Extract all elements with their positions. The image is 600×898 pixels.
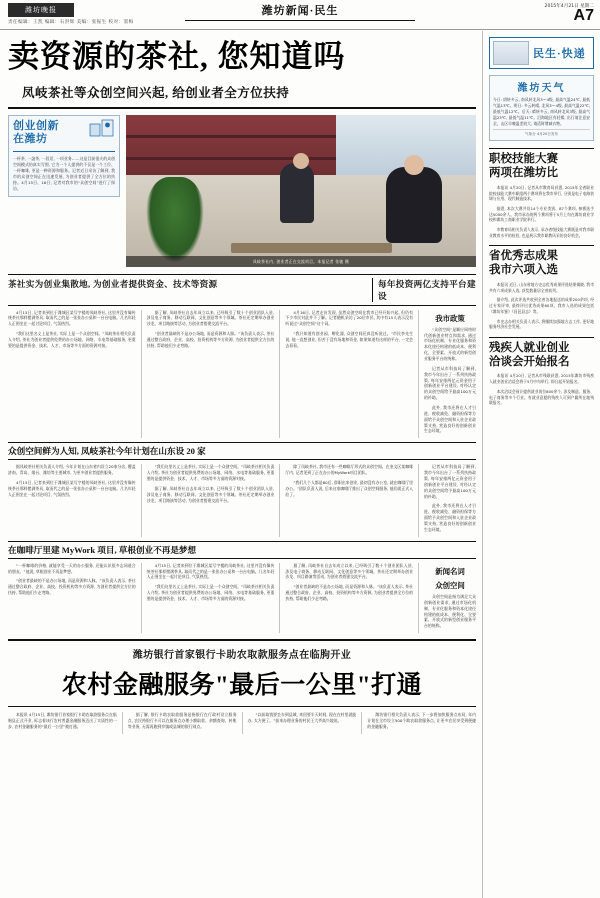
title-line-1: 职校技能大赛 xyxy=(489,153,558,166)
masthead-left xyxy=(8,3,133,25)
photo-table xyxy=(231,243,392,253)
right-rail xyxy=(482,31,600,898)
article-policy-box-2 xyxy=(424,464,476,536)
paragraph: 此外, 我市还将在人才引进、税收减免、融资担保等方面给予众创空间和入驻企业政策支持, 营造良好的创新创业生态环境。 xyxy=(424,404,477,434)
glossary-box xyxy=(424,563,476,633)
paragraph: 据介绍, 此次评选共收到全省各地报送的成果200余项, 经过专家评审, 最终评出优秀成果60项。我市入选的成果包括《潍坊年鉴》《昌邑县志》等。 xyxy=(489,297,594,314)
paragraph: 市史志办相关负责人表示, 将继续加强地方志工作, 更好地服务经济社会发展。 xyxy=(489,318,594,330)
bottom-col-2 xyxy=(128,712,237,734)
section-header xyxy=(185,2,415,21)
paragraph: 据悉, 本次大赛共设14个专业类别、87个赛项, 参赛选手达5000余人。我市承办的两个赛项将于5月上旬在潍坊商业学校和潍坊工商职业学院举行。 xyxy=(489,206,594,223)
paragraph: 本报讯 近日, 山东省地方史志优秀成果评选结果揭晓, 我市共有六项成果入选, 获奖数量居全省前列。 xyxy=(489,282,594,293)
sidebox-divider xyxy=(13,151,115,152)
bottom-article xyxy=(8,639,476,734)
main-column xyxy=(0,31,482,898)
quick-news-logo-icon xyxy=(493,41,529,65)
section-title: 潍坊新闻·民生 xyxy=(261,5,339,17)
paragraph: 4月15日, 记者来到位于潍城区某写字楼的凤岐茶社, 这里并没有像传统茶社那样摆满茶具, 取而代之的是一张张办公桌和一台台电脑。几名年轻人正围坐在一起讨论项目, 气氛热烈。 xyxy=(8,309,136,327)
weather-source: 气象台 4月20日发布 xyxy=(493,129,590,137)
paragraph: 4月15日, 记者来到位于潍城区某写字楼的凤岐茶社, 这里并没有像传统茶社那样摆满茶具, 取而代之的是一张张办公桌和一台台电脑。几名年轻人正围坐在一起讨论项目, 气氛热烈。 xyxy=(8,479,136,497)
editor-credits: 责任编辑：王凯 编辑：石洪辉 美编：张振生 校对：窦梅 xyxy=(8,20,134,25)
paragraph: 此外, 我市还将在人才引进、税收减免、融资担保等方面给予众创空间和入驻企业政策支持, 营造良好的创新创业生态环境。 xyxy=(424,503,477,532)
weather-body: 今日: 阴转多云, 南风转北风3～4级, 最高气温24℃, 最低气温13℃。明日: 多云转晴, 北风3～4级, 最高气温22℃, 最低气温12℃。后天: 晴转多云, 南风转北风3级, 最高气温23℃, 最低气温11℃。沿海地区有轻雾, 出行请注意安全。山区早晚温差较大, 请适时增减衣物。 xyxy=(493,97,590,126)
article-col-2 xyxy=(147,310,275,439)
bottom-col-4 xyxy=(367,712,476,734)
paragraph: 据了解, 凤岐茶社自去年成立以来, 已经吸引了数十个创业团队入驻, 涉及电子商务、移动互联网、文化创意等多个领域。茶社还定期举办创业沙龙、项目路演等活动, 为创业者搭建交流平台。 xyxy=(285,562,414,580)
paragraph: 本报讯 4月20日, 记者从市教育局获悉, 2015年全省职业院校技能大赛中职组两个赛项将在我市举行, 分别是电子电路装调与应用、现代制造技术。 xyxy=(489,184,594,202)
article-col-4 xyxy=(8,464,136,536)
column-rule xyxy=(279,310,280,439)
article-columns-top xyxy=(8,310,476,439)
column-rule xyxy=(279,464,280,536)
paragraph: 据了解, 银行卡助农取款服务是指银行在行政村设立服务点, 农民持银行卡可以在服务点办理小额取款、余额查询、转账等业务, 无需再跑到乡镇或县城的银行网点。 xyxy=(127,712,237,729)
column-rule xyxy=(141,563,142,633)
quick-news-title: 民生·快递 xyxy=(533,48,586,60)
column-rule xyxy=(418,310,419,439)
bottom-headline: 农村金融服务"最后一公里"打通 xyxy=(61,672,423,700)
subsection-title-1: 众创空间鲜为人知, 凤岐茶社今年计划在山东设 20 家 xyxy=(8,442,476,460)
page-number: A7 xyxy=(573,7,594,24)
bottom-columns xyxy=(8,712,476,734)
article-deck xyxy=(8,274,476,306)
column-rule xyxy=(418,464,419,536)
column-rule xyxy=(141,310,142,439)
title-line-2: 我市六项入选 xyxy=(489,264,558,277)
article-col-6 xyxy=(285,464,413,536)
rail-item-3-body xyxy=(489,373,594,405)
lead-subheadline: 凤岐茶社等众创空间兴起, 给创业者全方位扶持 xyxy=(22,85,290,100)
paragraph: 据了解, 凤岐茶社自去年成立以来, 已经吸引了数十个创业团队入驻, 涉及电子商务、移动互联网、文化创意等多个领域。茶社还定期举办创业沙龙、项目路演等活动, 为创业者搭建交流平台。 xyxy=(146,309,275,327)
series-intro-text: 一杯茶, 一盏茶, 一段话, 一项业务……这是目前很火的众创空间模式的真实写照, 它为一个人提供的不仅是一个工位、一杯咖啡, 更是一种资源和服务。记者近日采访了解到, 我市的众创空间正在迅速发展, 为创业者提供了全方位的扶持。4月15日、16日, 记者对我市的“众创空间”进行了探访。 xyxy=(13,156,115,192)
article-col-8 xyxy=(147,563,275,633)
deck-left: 茶社实为创业集散地, 为创业者提供资金、技术等资源 xyxy=(8,278,218,289)
paragraph: “我们几个人都是80后, 辞职出来创业, 最初没有办公室, 就在咖啡厅里办公。”团队负责人说, 后来这家咖啡厅推出了众创空间服务, 他们就正式入驻了。 xyxy=(285,479,414,497)
paragraph: 潍坊银行相关负责人表示, 下一步将加快服务点布局, 年内计划在全市设立500个助农取款服务点, 让更多农民享受到便捷的金融服务。 xyxy=(367,712,476,729)
paragraph: “众创空间”是顺应网络时代创新创业特点和需求, 通过市场化机制、专业化服务和资本化途径构建的低成本、便利化、全要素、开放式的新型创业服务平台的统称。 xyxy=(424,326,477,361)
rail-item-1-title xyxy=(489,148,594,181)
photo-person-right-head xyxy=(404,155,424,175)
paragraph: 4月16日, 记者走访发现, 虽然众创空间在我市已经开始兴起, 但仍有不少市民对此并不了解。记者随机采访了20位市民, 其中有15人表示没有听说过“众创空间”这个词。 xyxy=(285,309,414,327)
paragraph: “我只知道有创业园、孵化器, 众创空间还真没听说过。”市民李先生说, 他一直想创业, 但苦于没有场地和资金, 如果知道有这样的平台, 一定会去看看。 xyxy=(285,331,414,348)
masthead-right xyxy=(545,3,594,23)
paragraph: “我们这里名义上是茶社, 实际上是一个众创空间。”凤岐茶社相关负责人介绍, 茶社为创业者提供免费的办公场地、网络、水电等基础服务, 更重要的是提供资金、技术、人才、市场等多方面的资源对接。 xyxy=(146,464,275,481)
photo-person-right xyxy=(386,167,442,243)
column-rule xyxy=(418,563,419,633)
paragraph: 本报讯 4月15日, 潍坊银行首家银行卡助农取款服务点在临朐县正式开业, 标志着该行农村普惠金融服务迈出了实质性的一步, 农村金融服务的“最后一公里”被打通。 xyxy=(8,712,117,729)
paragraph: “以前取钱要坐车到县城, 来回要半天时间, 现在在村里就能办, 太方便了。”前来办理业务的村民王大爷高兴地说。 xyxy=(247,712,357,723)
newspaper-logo: 潍坊晚报 xyxy=(8,3,74,17)
paragraph: “创业者最缺的不是办公场地, 而是资源和人脉。”该负责人表示, 茶社通过整合政府、企业、高校、投资机构等多方资源, 为创业者提供全方位的扶持, 帮助他们少走弯路。 xyxy=(285,584,414,602)
photo-person-left xyxy=(280,163,314,223)
title-line-2: 洽谈会开始报名 xyxy=(489,355,570,368)
paragraph: “一杯咖啡的价格, 就能享受一天的办公服务, 还能认识很多志同道合的朋友。”他说, 草根创业不再是梦想。 xyxy=(8,562,136,574)
rail-item-1-body xyxy=(489,185,594,239)
bottom-kicker: 潍坊银行首家银行卡助农取款服务点在临朐开业 xyxy=(132,650,352,662)
photo-caption: 凤岐茶社内, 创业者正在交流项目。本报记者 张驰 摄 xyxy=(126,256,476,267)
masthead xyxy=(0,0,600,30)
weather-box xyxy=(489,75,594,141)
title-line-1: 省优秀志成果 xyxy=(489,250,558,263)
article-col-9 xyxy=(285,563,413,633)
rail-item-2 xyxy=(489,245,594,329)
column-rule xyxy=(122,712,123,734)
rail-item-3-title xyxy=(489,337,594,370)
article-policy-box xyxy=(424,310,476,439)
lead-photo-row xyxy=(8,115,476,267)
subsection-title-2: 在咖啡厅里建 MyWork 项目, 草根创业不再是梦想 xyxy=(8,541,476,559)
policy-label: 我市政策 xyxy=(435,313,465,323)
series-title-line1: 创业创新 xyxy=(13,119,59,132)
article-col-5 xyxy=(147,464,275,536)
series-sidebox xyxy=(8,115,120,198)
rail-item-2-title xyxy=(489,245,594,278)
weather-title: 潍坊天气 xyxy=(517,83,566,94)
bottom-col-3 xyxy=(248,712,357,734)
quick-news-header xyxy=(489,37,594,69)
paragraph: 除了凤岐茶社, 我市还有一些咖啡厅形式的众创空间。在奎文区某咖啡厅内, 记者见到了正在办公的MyWork项目团队。 xyxy=(285,464,414,476)
column-rule xyxy=(141,464,142,536)
column-rule xyxy=(242,712,243,734)
rail-item-1 xyxy=(489,148,594,238)
article-col-1 xyxy=(8,310,136,439)
column-rule xyxy=(279,563,280,633)
paragraph: 市教育局相关负责人表示, 承办省级技能大赛既是对我市职业教育水平的检验, 也是展示我市职教风采的良好机会。 xyxy=(489,227,594,238)
paragraph: 众创空间是指为满足大众创新创业需求, 通过市场化机制、专业化服务和资本化途径构建的低成本、便利化、全要素、开放式的新型创业服务平台的统称。 xyxy=(424,593,477,629)
paragraph: 记者从市科技局了解到, 我市今年出台了一系列扶持政策, 每年安排两亿元资金用于创新创业平台建设, 对经认定的众创空间给予最高100万元的补助。 xyxy=(424,464,477,499)
glossary-label: 新闻名词 xyxy=(435,566,465,576)
page-body xyxy=(0,31,600,898)
article-columns-mid xyxy=(8,464,476,536)
headline-rule xyxy=(8,107,476,109)
lead-headline: 卖资源的茶社, 您知道吗 xyxy=(8,39,346,74)
photo-person-left-head xyxy=(293,153,309,169)
section-rule xyxy=(185,20,415,21)
lead-photo xyxy=(126,115,476,267)
paragraph: “创业者最缺的不是办公场地, 而是资源和人脉。”该负责人表示, 茶社通过整合政府、企业、高校、投资机构等多方资源, 为创业者提供全方位的扶持, 帮助他们少走弯路。 xyxy=(146,331,275,348)
paragraph: “创业者最缺的不是办公场地, 而是资源和人脉。”该负责人表示, 茶社通过整合政府、企业、高校、投资机构等多方资源, 为创业者提供全方位的扶持, 帮助他们少走弯路。 xyxy=(8,578,136,596)
paragraph: 本报讯 4月20日, 记者从市残联获悉, 2015年潍坊市残疾人就业创业洽谈会将于5月中旬举行, 即日起开始报名。 xyxy=(489,373,594,385)
paragraph: 据凤岐茶社相关负责人介绍, 今年计划在山东省内设立20家分店, 覆盖济南、青岛、烟台、潍坊等主要城市, 为更多创业者提供服务。 xyxy=(8,464,136,476)
innovation-icon xyxy=(89,118,115,138)
paragraph: 本次洽谈会预计提供就业岗位800余个, 涉及制造、服务、电子商务等多个行业。有就业意愿的残疾人可到户籍所在地残联报名。 xyxy=(489,388,594,406)
glossary-title: 众创空间 xyxy=(435,580,465,590)
series-title-line2: 在潍坊 xyxy=(13,133,48,146)
paragraph: 记者从市科技局了解到, 我市今年出台了一系列扶持政策, 每年安排两亿元资金用于创新创业平台建设, 对经认定的众创空间给予最高100万元的补助。 xyxy=(424,365,477,401)
article-col-3 xyxy=(285,310,413,439)
title-line-2: 两项在潍坊比 xyxy=(489,167,558,180)
rail-item-2-body xyxy=(489,282,594,330)
paragraph: “我们这里名义上是茶社, 实际上是一个众创空间。”凤岐茶社相关负责人介绍, 茶社为创业者提供免费的办公场地、网络、水电等基础服务, 更重要的是提供资金、技术、人才、市场等多方面的资源对接。 xyxy=(8,331,136,348)
rail-item-3 xyxy=(489,337,594,406)
bottom-col-1 xyxy=(8,712,117,734)
article-col-7 xyxy=(8,563,136,633)
deck-right: 每年投资两亿支持平台建设 xyxy=(372,278,476,302)
photo-plant xyxy=(146,177,204,263)
paragraph: “我们这里名义上是茶社, 实际上是一个众创空间。”凤岐茶社相关负责人介绍, 茶社为创业者提供免费的办公场地、网络、水电等基础服务, 更重要的是提供资金、技术、人才、市场等多方面的资源对接。 xyxy=(146,584,275,602)
article-columns-bottom xyxy=(8,563,476,633)
title-line-1: 残疾人就业创业 xyxy=(489,341,570,354)
paragraph: 4月15日, 记者来到位于潍城区某写字楼的凤岐茶社, 这里并没有像传统茶社那样摆满茶具, 取而代之的是一张张办公桌和一台台电脑。几名年轻人正围坐在一起讨论项目, 气氛热烈。 xyxy=(146,562,275,580)
issue-date: 2015年4月21日 星期二 xyxy=(544,4,594,9)
paragraph: 据了解, 凤岐茶社自去年成立以来, 已经吸引了数十个创业团队入驻, 涉及电子商务、移动互联网、文化创意等多个领域。茶社还定期举办创业沙龙、项目路演等活动, 为创业者搭建交流平台。 xyxy=(146,485,275,503)
bottom-rule xyxy=(8,706,476,707)
column-rule xyxy=(361,712,362,734)
